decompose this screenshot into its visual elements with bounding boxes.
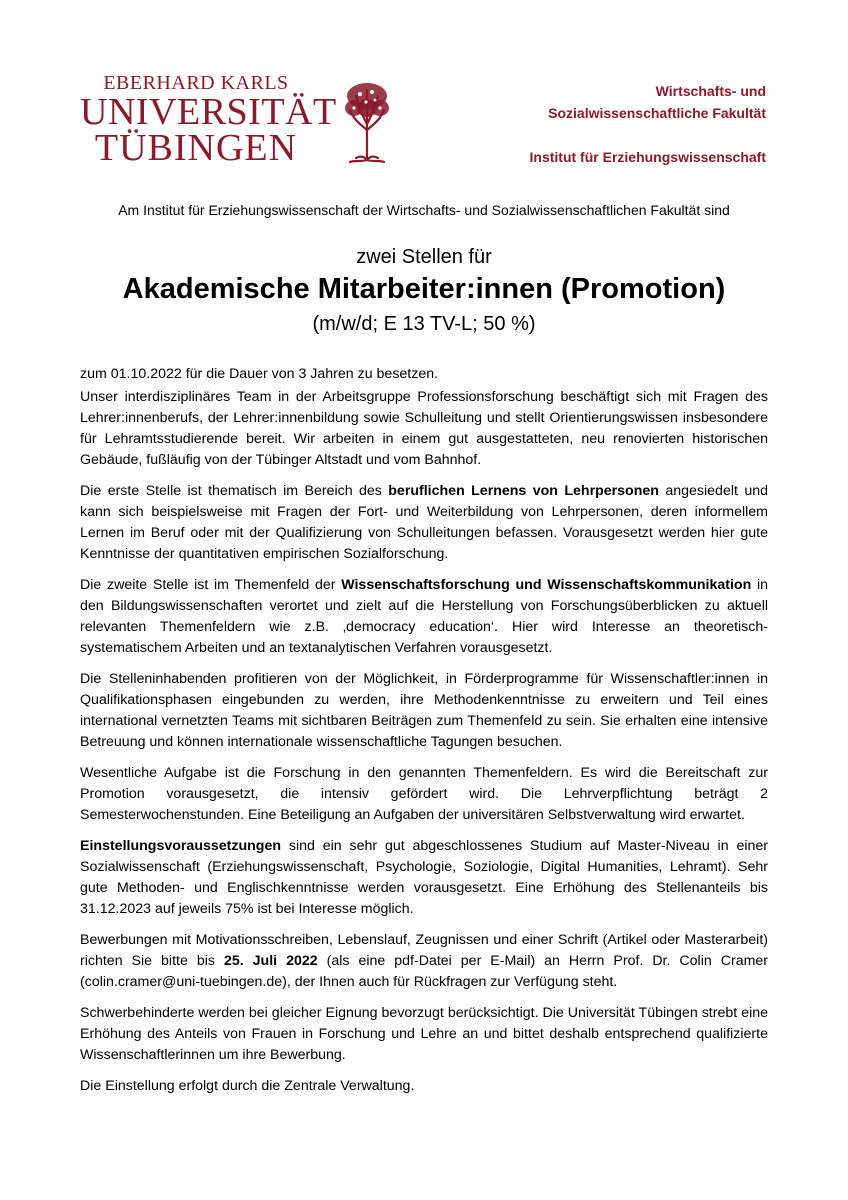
institute-name: Institut für Erziehungswissenschaft (529, 149, 766, 165)
faculty-block (530, 80, 766, 168)
paragraph-start-date: zum 01.10.2022 für die Dauer von 3 Jahren zu besetzen. (80, 366, 439, 382)
logo-line-1: EBERHARD KARLS (103, 72, 289, 94)
deadline: 25. Juli 2022 (223, 953, 318, 969)
palm-tree-icon (342, 80, 392, 164)
document-body (80, 364, 768, 1107)
paragraph-administration: Die Einstellung erfolgt durch die Zentrale Verwaltung. (80, 1078, 415, 1094)
bold-text: Einstellungsvoraussetzungen (80, 838, 282, 854)
intro-text: Am Institut für Erziehungswissenschaft der Wirtschafts- und Sozialwissenschaftlichen Fakultät sind (118, 202, 730, 218)
logo-line-2: UNIVERSITÄT (80, 91, 337, 133)
page-title: Akademische Mitarbeiter:innen (Promotion) (122, 273, 726, 305)
paragraph-team: Unser interdisziplinäres Team in der Arbeitsgruppe Professionsforschung beschäftigt sich mit Fragen des Lehrer:innenberufs, der Lehrer:innenbildung sowie Schulleitung und stellt Orientierungswissen insbesondere für Lehramtsstudierende bereit. Wir arbeiten in einem gut ausgestatteten, neu renovierten historischen Gebäude, fußläufig von der Tübinger Altstadt und vom Bahnhof. (80, 389, 768, 468)
text: in den Bildungswissenschaften verortet und zielt auf die Herstellung von Forschungsüberblicken zu aktuell relevanten Themenfeldern wie z.B. ‚democracy education‘. Hier wird Interesse an theoretisch-systematischem Arbeiten und an textanalytischen Verfahren vorausgesetzt. (80, 577, 769, 656)
paragraph-equality: Schwerbehinderte werden bei gleicher Eignung bevorzugt berücksichtigt. Die Universität Tübingen strebt eine Erhöhung des Anteils von Frauen in Forschung und Lehre an und bittet deshalb entsprechend qualifizierte Wissenschaftlerinnen um ihre Bewerbung. (80, 1005, 768, 1063)
paragraph-requirements (80, 836, 768, 920)
paragraph-second-position (80, 575, 768, 659)
paragraph-benefits: Die Stelleninhabenden profitieren von der Möglichkeit, in Förderprogramme für Wissenschaftler:innen in Qualifikationsphasen eingebunden zu werden, ihre Methodenkenntnisse zu erweitern und Teil eines international vernetzten Teams mit sichtbaren Beiträgen zum Themenfeld zu sein. Sie erhalten eine intensive Betreuung und können internationale wissenschaftliche Tagungen besuchen. (80, 671, 768, 750)
text: sind ein sehr gut abgeschlossenes Studium auf Master-Niveau in einer Sozialwissenschaft (Erziehungswissenschaft, Psychologie, Soziologie, Digital Humanities, Lehramt). Sehr gute Methoden- und Englischkenntnisse werden vorausgesetzt. Eine Erhöhung des Stellenanteils bis 31.12.2023 auf jeweils 75% ist bei Interesse möglich. (80, 838, 768, 917)
text: Bewerbungen mit Motivationsschreiben, Lebenslauf, Zeugnissen und einer Schrift (Artikel oder Masterarbeit) richten Sie bitte bis (80, 932, 768, 969)
faculty-line-2: Sozialwissenschaftliche Fakultät (548, 105, 766, 121)
paragraph-first-position (80, 481, 768, 565)
title-subtitle: (m/w/d; E 13 TV-L; 50 %) (312, 313, 536, 335)
title-lead: zwei Stellen für (356, 246, 492, 268)
text: Die zweite Stelle ist im Themenfeld der (80, 577, 342, 593)
text: Die erste Stelle ist thematisch im Bereich des (80, 483, 389, 499)
logo-line-3: TÜBINGEN (94, 127, 298, 169)
logo-wordmark (80, 72, 337, 169)
text: (als eine pdf-Datei per E-Mail) an Herrn Prof. Dr. Colin Cramer (colin.cramer@uni-tuebingen.de), der Ihnen auch für Rückfragen zur Verfügung steht. (80, 953, 769, 990)
bold-text: Wissenschaftsforschung und Wissenschaftskommunikation (341, 577, 752, 593)
bold-text: beruflichen Lernens von Lehrpersonen (388, 483, 659, 499)
text: angesiedelt und kann sich beispielsweise mit Fragen der Fort- und Weiterbildung von Lehrpersonen, deren informellem Lernen im Beruf oder mit der Qualifizierung von Schulleitungen befassen. Vorausgesetzt werden hier gute Kenntnisse der quantitativen empirischen Sozialforschung. (80, 483, 768, 562)
university-logo (80, 72, 410, 172)
faculty-line-1: Wirtschafts- und (655, 83, 766, 99)
paragraph-tasks: Wesentliche Aufgabe ist die Forschung in den genannten Themenfeldern. Es wird die Bereitschaft zur Promotion vorausgesetzt, die intensiv gefördert wird. Die Lehrverpflichtung beträgt 2 Semesterwochenstunden. Eine Beteiligung an Aufgaben der universitären Selbstverwaltung wird erwartet. (80, 765, 768, 823)
paragraph-application (80, 930, 768, 993)
